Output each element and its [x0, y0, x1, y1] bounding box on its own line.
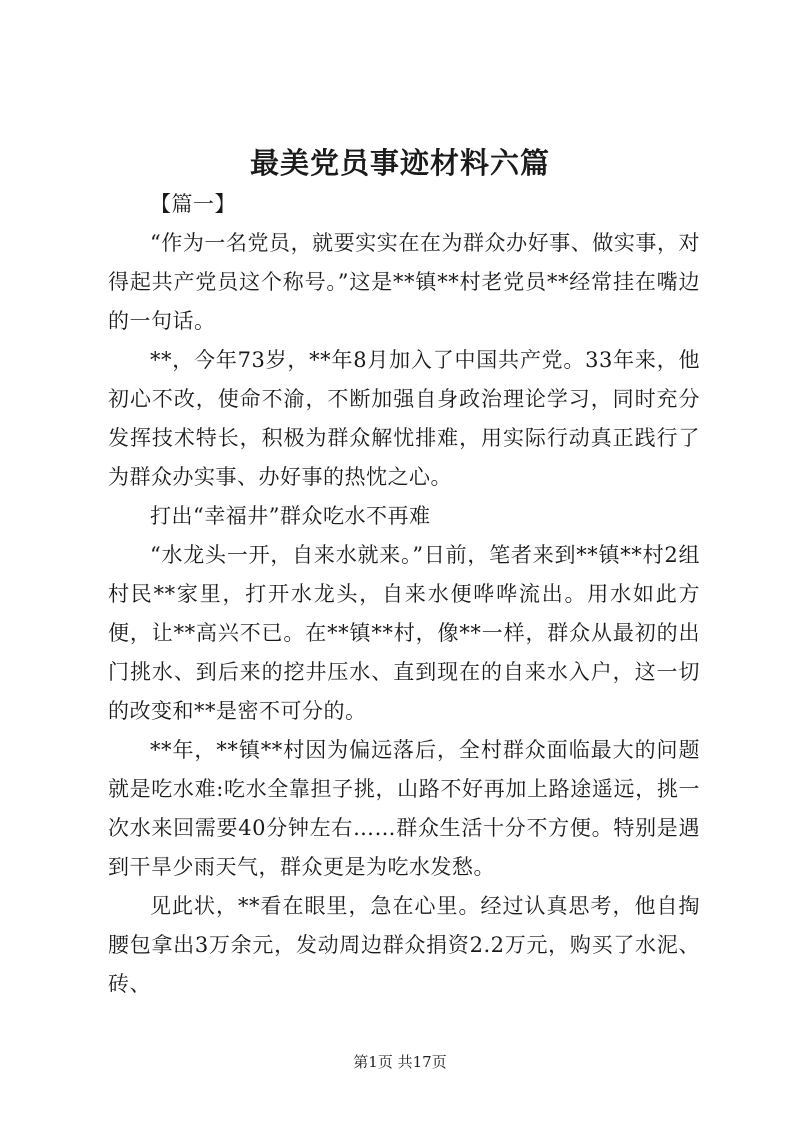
- paragraph: 见此状，**看在眼里，急在心里。经过认真思考，他自掏腰包拿出3万余元，发动周边群众捐资2.2万元，购买了水泥、砖、: [108, 894, 700, 996]
- document-title: 最美党员事迹材料六篇: [249, 146, 550, 180]
- paragraph: **年，**镇**村因为偏远落后，全村群众面临最大的问题就是吃水难:吃水全靠担子挑，山路不好再加上路途遥远，挑一次水来回需要40分钟左右……群众生活十分不方便。特别是遇到干旱少雨天气，群众更是为吃水发愁。: [108, 738, 700, 879]
- page-footer: 第1页 共17页: [353, 1053, 447, 1071]
- section-heading: 【篇一】: [150, 192, 236, 216]
- subheading: 打出“幸福井”群众吃水不再难: [150, 504, 431, 528]
- paragraph: “水龙头一开，自来水就来。”日前，笔者来到**镇**村2组村民**家里，打开水龙头，自来水便哗哗流出。用水如此方便，让**高兴不已。在**镇**村，像**一样，群众从最初的出门挑水、到后来的挖井压水、直到现在的自来水入户，这一切的改变和**是密不可分的。: [108, 543, 700, 723]
- paragraph: **，今年73岁，**年8月加入了中国共产党。33年来，他初心不改，使命不渝，不断加强自身政治理论学习，同时充分发挥技术特长，积极为群众解忧排难，用实际行动真正践行了为群众办实事、办好事的热忱之心。: [108, 348, 700, 489]
- document-body: [108, 185, 700, 1004]
- paragraph: “作为一名党员，就要实实在在为群众办好事、做实事，对得起共产党员这个称号。”这是**镇**村老党员**经常挂在嘴边的一句话。: [108, 231, 700, 333]
